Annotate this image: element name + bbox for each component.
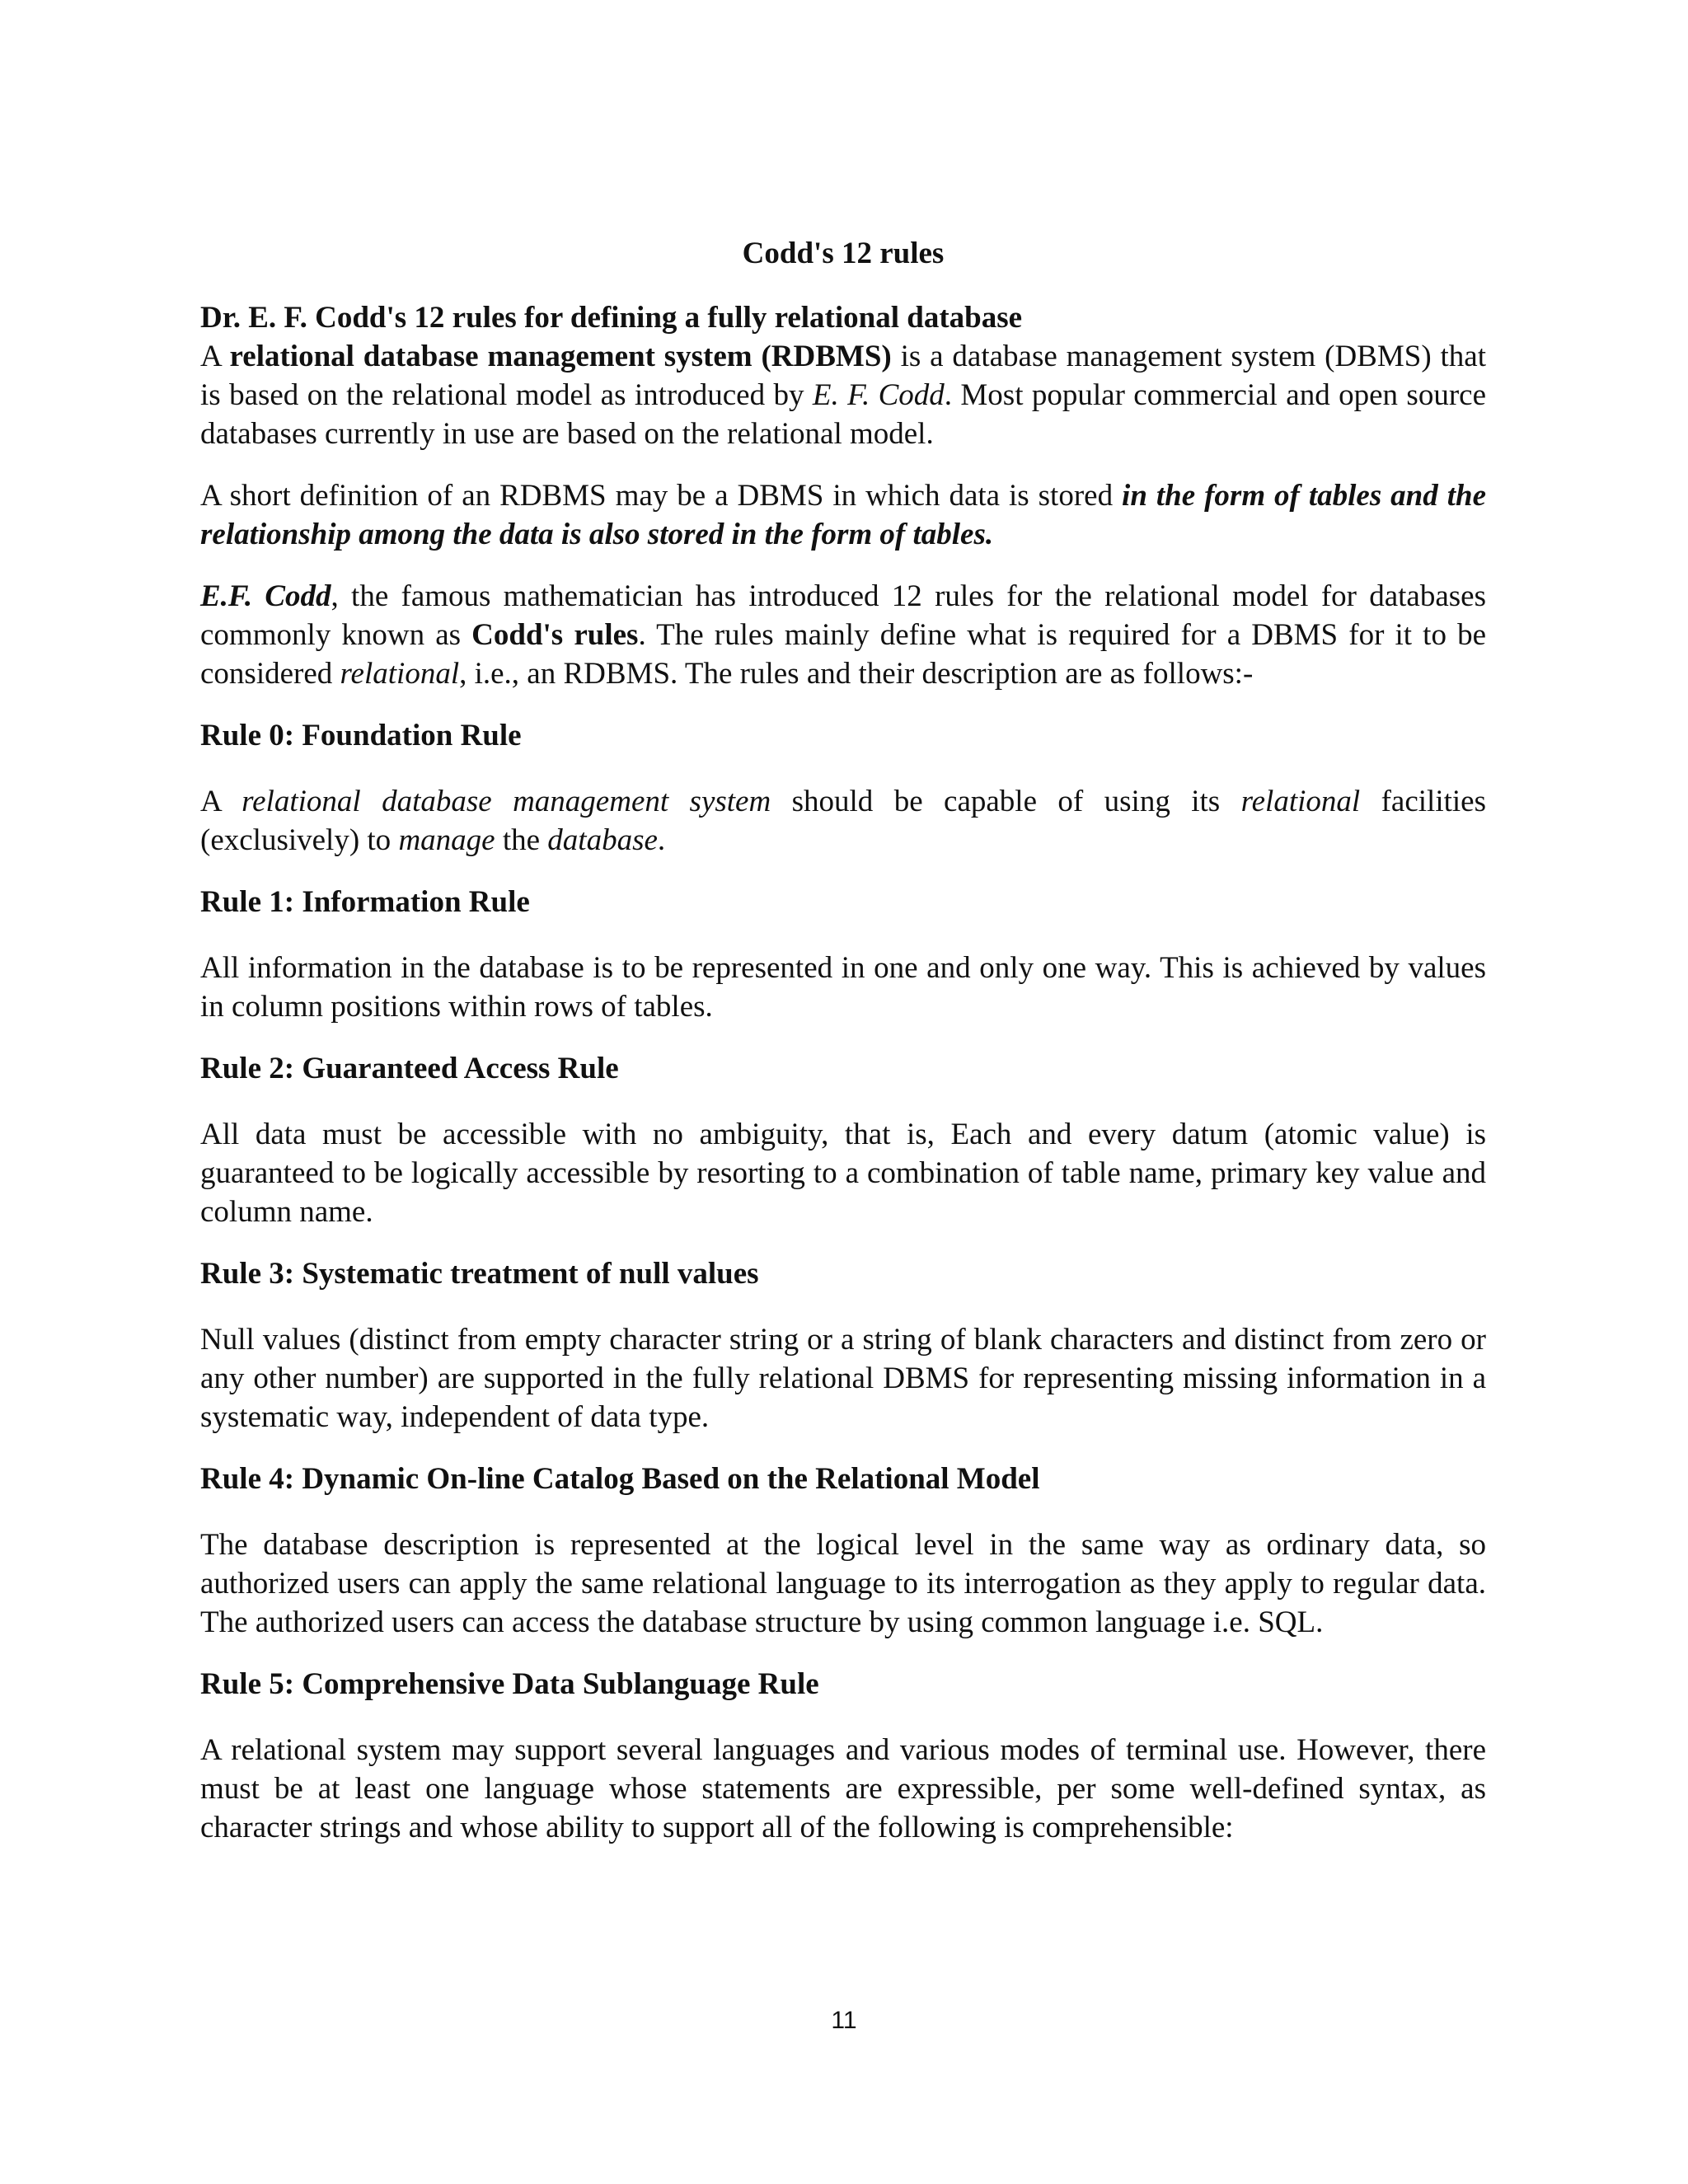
intro-paragraph-rdbms <box>200 337 1486 453</box>
text-run: . The rules mainly define what is required for a DBMS for it to be considered <box>200 618 1487 691</box>
document-subtitle: Dr. E. F. Codd's 12 rules for defining a fully relational database <box>200 301 1023 335</box>
rule-0-heading: Rule 0: Foundation Rule <box>200 719 522 752</box>
text-run: the <box>495 823 548 857</box>
rule-4-heading: Rule 4: Dynamic On-line Catalog Based on the Relational Model <box>200 1462 1040 1496</box>
rule-1-heading: Rule 1: Information Rule <box>200 885 530 919</box>
bold-term-rdbms: relational database management system (RDBMS) <box>229 340 892 373</box>
page-number: 11 <box>831 2007 857 2034</box>
text-run: , the famous mathematician has introduced 12 rules for the relational model for databases commonly known as <box>200 579 1486 652</box>
bold-italic-definition: in the form of tables and the relationship among the data is also stored in the form of tables. <box>200 479 1486 551</box>
bold-term-codds-rules: Codd's rules <box>471 618 639 652</box>
italic-run: manage <box>398 823 495 857</box>
text-run: facilities (exclusively) to <box>200 785 1486 857</box>
rule-3-text: Null values (distinct from empty character string or a string of blank characters and distinct from zero or any other number) are supported in the fully relational DBMS for representing missing information in a systematic way, independent of data type. <box>200 1323 1486 1434</box>
rule-0-text <box>200 782 1486 860</box>
rule-2-text: All data must be accessible with no ambiguity, that is, Each and every datum (atomic value) is guaranteed to be logically accessible by resorting to a combination of table name, primary key value and column name. <box>200 1118 1486 1229</box>
italic-run: relational <box>1240 785 1361 818</box>
rule-1-text: All information in the database is to be represented in one and only one way. This is achieved by values in column positions within rows of tables. <box>200 951 1486 1024</box>
page-title: Codd's 12 rules <box>742 237 945 270</box>
text-run: A short definition of an RDBMS may be a DBMS in which data is stored <box>200 479 1123 513</box>
rule-4-text: The database description is represented at the logical level in the same way as ordinary data, so authorized users can apply the same relational language to its interrogation as they apply to regular data. The authorized users can access the database structure by using common language i.e. SQL. <box>200 1528 1486 1639</box>
rule-2-heading: Rule 2: Guaranteed Access Rule <box>200 1052 619 1085</box>
text-run: should be capable of using its <box>771 785 1241 818</box>
italic-run: database <box>547 823 658 857</box>
text-run: , i.e., an RDBMS. The rules and their description are as follows:- <box>459 657 1254 691</box>
italic-name-codd: E. F. Codd <box>812 378 945 412</box>
text-run: is a database management system (DBMS) that is based on the relational model as introduced by <box>200 340 1486 412</box>
text-run: A <box>200 785 242 818</box>
text-run: A <box>200 340 230 373</box>
intro-paragraph-definition <box>200 476 1486 554</box>
intro-paragraph-codd-rules <box>200 577 1486 693</box>
text-run: . <box>657 823 666 857</box>
text-run: . Most popular commercial and open source databases currently in use are based on the relational model. <box>200 378 1486 451</box>
italic-run: relational database management system <box>241 785 771 818</box>
rule-3-heading: Rule 3: Systematic treatment of null values <box>200 1257 759 1291</box>
italic-term-relational: relational <box>340 657 460 691</box>
bold-italic-name-codd: E.F. Codd <box>200 579 331 613</box>
rule-5-heading: Rule 5: Comprehensive Data Sublanguage Rule <box>200 1667 819 1701</box>
page-content <box>200 232 1486 1870</box>
rule-5-text: A relational system may support several languages and various modes of terminal use. However, there must be at least one language whose statements are expressible, per some well-defined syntax, as character strings and whose ability to support all of the following is comprehensible: <box>200 1733 1486 1844</box>
